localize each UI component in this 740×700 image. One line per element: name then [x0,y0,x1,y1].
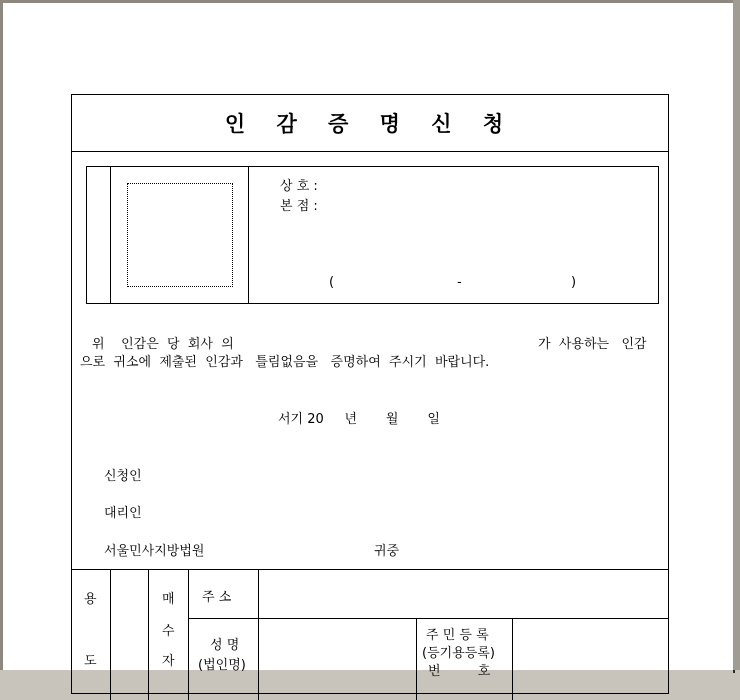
buyer-char-1: 매 [162,592,175,607]
table-divider-2 [148,570,149,700]
date-line: 서기 20 년 월 일 [278,412,440,427]
purpose-buyer-table [72,569,668,700]
phone-paren-close: ) [571,275,577,290]
purpose-char-2: 도 [84,654,97,669]
table-divider-3 [188,570,189,700]
corp-name-label: (법인명) [198,658,246,673]
seal-box [86,166,659,304]
honorific: 귀중 [374,544,400,559]
seal-stamp-column [111,167,249,303]
phone-dash: - [457,275,462,290]
applicant-label: 신청인 [104,469,142,484]
table-divider-1 [110,570,111,700]
name-field[interactable] [259,619,416,700]
buyer-char-3: 자 [162,654,175,669]
certification-line1-part2: 가 사용하는 인감 [538,337,647,352]
form-title: 인 감 증 명 신 청 [224,111,516,136]
trade-name-label: 상 호 : [280,179,318,194]
address-field[interactable] [259,571,668,618]
buyer-char-2: 수 [162,624,175,639]
agent-label: 대리인 [104,506,142,521]
seal-certificate-form [71,94,669,694]
phone-paren-open: ( [329,275,335,290]
certification-line2: 으로 귀소에 제출된 인감과 틀림없음을 증명하여 주시기 바랍니다. [80,355,490,370]
address-label: 주 소 [202,590,232,605]
title-row [72,95,668,152]
branch-label: 본 점 : [280,199,318,214]
seal-narrow-column [87,167,111,303]
certification-line1-part1: 위 인감은 당 회사 의 [92,337,234,352]
number-label: 번 호 [428,664,491,679]
table-divider-5 [416,618,417,700]
resident-reg-label: 주 민 등 록 [426,628,489,643]
seal-stamp-area[interactable] [127,183,233,287]
page-shadow [733,0,740,670]
resident-reg-field[interactable] [513,619,668,700]
purpose-char-1: 용 [84,592,97,607]
court-name: 서울민사지방법원 [104,544,205,559]
name-label: 성 명 [210,638,240,653]
reg-use-label: (등기용등록) [422,646,495,661]
seal-info-area [249,167,658,303]
